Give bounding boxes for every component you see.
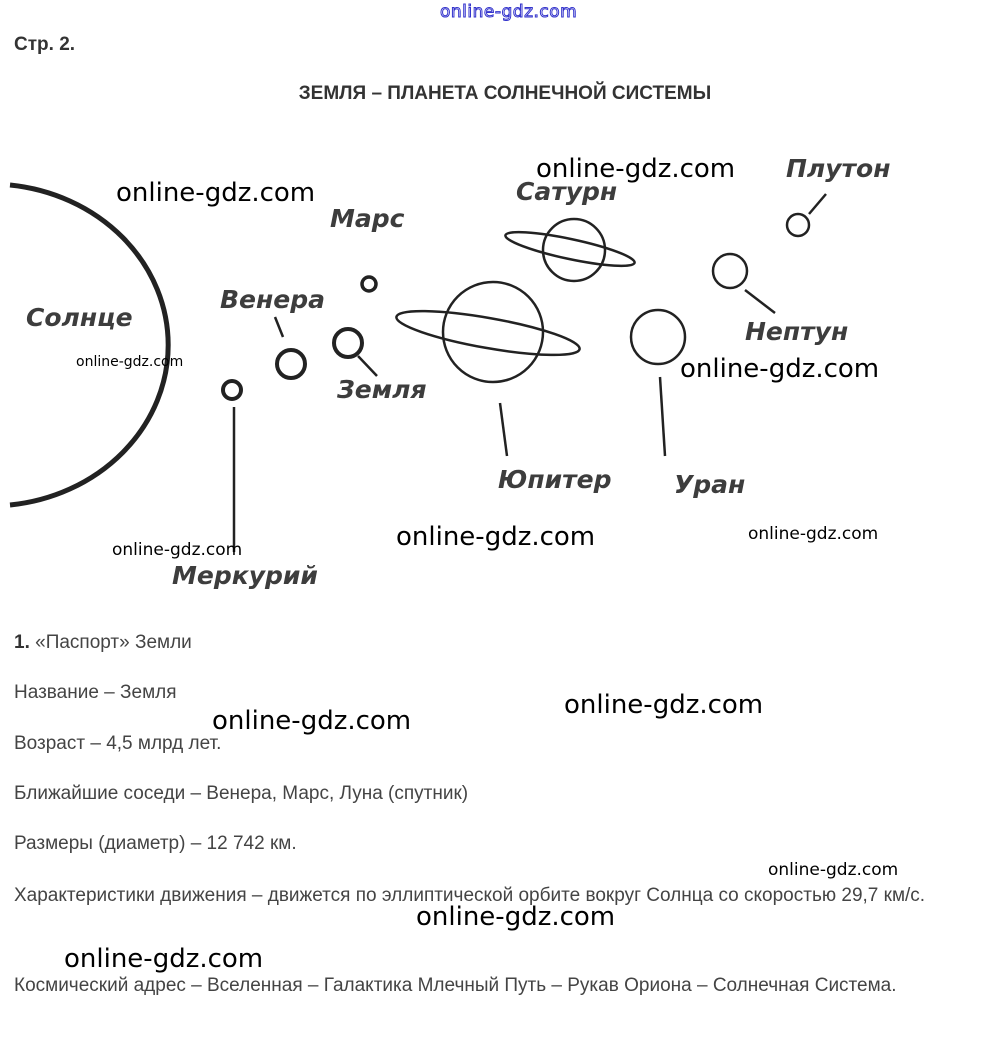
saturn-ring-icon — [503, 225, 636, 272]
task-title: «Паспорт» Земли — [35, 632, 192, 653]
jupiter-pointer — [500, 403, 507, 456]
passport-address: Космический адрес – Вселенная – Галактика Млечный Путь – Рукав Ориона – Солнечная Система. — [14, 975, 897, 996]
venus-label: Венера — [220, 285, 326, 314]
pluto-planet-icon — [787, 214, 809, 236]
passport-size: Размеры (диаметр) – 12 742 км. — [14, 833, 297, 854]
sun-label: Солнце — [26, 303, 133, 332]
pluto-pointer — [809, 194, 826, 214]
watermark: online-gdz.com — [112, 540, 243, 560]
sun-icon — [10, 185, 168, 505]
neptune-label: Нептун — [745, 317, 849, 346]
passport-age: Возраст – 4,5 млрд лет. — [14, 733, 222, 754]
saturn-planet-icon — [543, 219, 605, 281]
earth-label: Земля — [337, 375, 427, 404]
mars-planet-icon — [362, 277, 376, 291]
site-logo[interactable]: online-gdz.com — [440, 2, 578, 22]
passport-name: Название – Земля — [14, 682, 177, 703]
mars-label: Марс — [330, 204, 405, 233]
saturn-label: Сатурн — [516, 177, 618, 206]
watermark: online-gdz.com — [680, 354, 880, 384]
uranus-planet-icon — [631, 310, 685, 364]
earth-planet-icon — [334, 329, 362, 357]
watermark: online-gdz.com — [748, 524, 879, 544]
uranus-pointer — [660, 377, 665, 456]
task-number: 1. — [14, 632, 30, 653]
jupiter-label: Юпитер — [498, 465, 612, 494]
mercury-planet-icon — [223, 381, 241, 399]
passport-neighbors: Ближайшие соседи – Венера, Марс, Луна (спутник) — [14, 783, 469, 804]
watermark: online-gdz.com — [76, 354, 184, 370]
watermark: online-gdz.com — [116, 178, 316, 208]
watermark: online-gdz.com — [564, 690, 764, 720]
venus-planet-icon — [277, 350, 305, 378]
page-number: Стр. 2. — [14, 34, 76, 55]
neptune-pointer — [745, 290, 775, 313]
jupiter-ring-icon — [394, 302, 582, 364]
watermark: online-gdz.com — [396, 522, 596, 552]
watermark: online-gdz.com — [416, 902, 616, 932]
venus-pointer — [275, 317, 283, 337]
passport-motion: Характеристики движения – движется по эллиптической орбите вокруг Солнца со скоростью 29,7 км/с. — [14, 885, 926, 906]
watermark: online-gdz.com — [536, 154, 736, 184]
task-heading — [14, 632, 192, 654]
neptune-planet-icon — [713, 254, 747, 288]
watermark: online-gdz.com — [768, 860, 899, 880]
jupiter-planet-icon — [443, 282, 543, 382]
watermark: online-gdz.com — [64, 944, 264, 974]
watermark: online-gdz.com — [212, 706, 412, 736]
uranus-label: Уран — [674, 470, 746, 499]
section-title: ЗЕМЛЯ – ПЛАНЕТА СОЛНЕЧНОЙ СИСТЕМЫ — [298, 83, 712, 104]
earth-pointer — [358, 356, 377, 376]
pluto-label: Плутон — [786, 154, 891, 183]
mercury-label: Меркурий — [172, 561, 318, 590]
